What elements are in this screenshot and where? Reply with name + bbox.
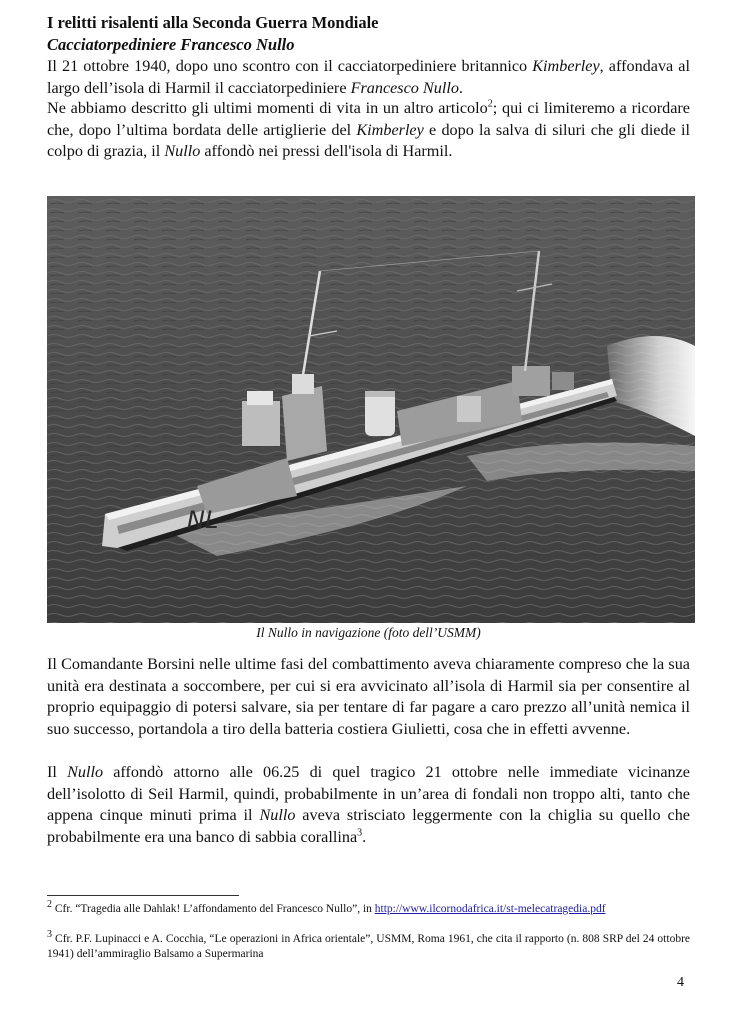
destroyer-photo (47, 196, 695, 623)
footnote-ref-3[interactable]: 3 (357, 827, 363, 839)
footnote-ref-2[interactable]: 2 (487, 98, 493, 110)
footnote-3: $^3$ Cfr. P.F. Lupinacci e A. Cocchia, “Le operazioni in Africa orientale”, USMM, Roma 1961, che cita il rapporto (n. 808 SRP del 24 ottobre 1941) dell’ammiraglio Balsamo a Supermarina (47, 929, 690, 960)
footnote-number: 3 (47, 929, 52, 941)
paragraph-sinking: Il Nullo affondò attorno alle 06.25 di quel tragico 21 ottobre nelle immediate vicinanze dell’isolotto di Seil Harmil, quindi, probabilmente in un’area di fondali non troppo alti, tanto che appena cinque minuti prima il Nullo aveva strisciato leggermente con la chiglia su quello che probabilmente era una banco di sabbia corallina$^3$. (47, 763, 690, 846)
section-heading: I relitti risalenti alla Seconda Guerra Mondiale (47, 13, 379, 32)
footnote-separator (47, 895, 239, 896)
page-number: 4 (677, 975, 684, 990)
footnote-number: 2 (47, 899, 52, 911)
section-subheading: Cacciatorpediniere Francesco Nullo (47, 35, 295, 54)
footnote-2: $^2$ Cfr. “Tragedia alle Dahlak! L’affondamento del Francesco Nullo”, in http://www.ilcornodafrica.it/st-melecatragedia.pdf (47, 899, 606, 915)
photo-caption: Il Nullo in navigazione (foto dell’USMM) (256, 625, 481, 640)
hull-marking: NL (187, 506, 219, 534)
paragraph-last-moments: Ne abbiamo descritto gli ultimi momenti di vita in un altro articolo$^2$; qui ci limiteremo a ricordare che, dopo l’ultima bordata delle artiglierie del Kimberley e dopo la salva di siluri che gli diede il colpo di grazia, il Nullo affondò nei pressi dell'isola di Harmil. (47, 98, 690, 161)
footnote-link[interactable]: http://www.ilcornodafrica.it/st-melecatragedia.pdf (374, 903, 606, 915)
paragraph-borsini: Il Comandante Borsini nelle ultime fasi del combattimento aveva chiaramente compreso che la sua unità era destinata a soccombere, per cui si era avvicinato all’isola di Harmil sia per consentire al proprio equipaggio di potersi salvare, sia per tentare di far pagare a caro prezzo all’unità nemica il suo successo, portandola a tiro della batteria costiera Giulietti, cosa che in effetti avvenne. (47, 655, 690, 738)
paragraph-intro: Il 21 ottobre 1940, dopo uno scontro con il cacciatorpediniere britannico Kimberley, affondava al largo dell’isola di Harmil il cacciatorpediniere Francesco Nullo. (47, 57, 690, 97)
